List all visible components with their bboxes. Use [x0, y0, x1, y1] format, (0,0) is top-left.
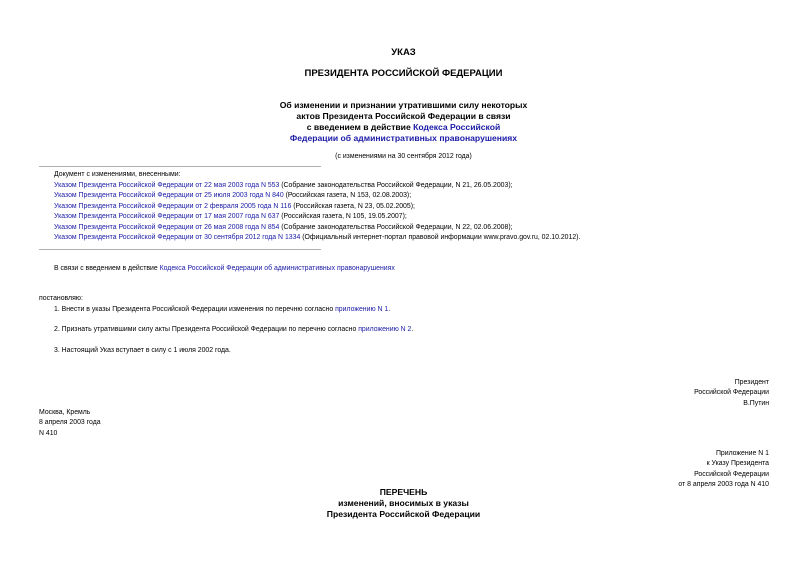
paragraph-1 [54, 305, 390, 315]
appendix-header [678, 449, 769, 491]
date: 8 апреля 2003 года [39, 419, 101, 427]
amendment-link[interactable]: Указом Президента Российской Федерации от 17 мая 2007 года N 637 [54, 213, 280, 221]
paragraph-2 [54, 325, 413, 335]
signature-country: Российской Федерации [694, 389, 769, 397]
code-link-part1[interactable]: Кодекса Российской [413, 122, 501, 132]
appendix-country: Российской Федерации [694, 470, 769, 478]
signature-title: Президент [734, 379, 769, 386]
amendments-intro: Документ с изменениями, внесенными: [54, 171, 181, 178]
subject-heading [0, 100, 807, 144]
number: N 410 [39, 429, 58, 437]
amendment-link[interactable]: Указом Президента Российской Федерации от 26 мая 2008 года N 854 [54, 223, 280, 231]
code-link-part2[interactable]: Федерации об административных правонарушениях [289, 133, 518, 143]
amendment-item [54, 212, 580, 222]
subject-line-3 [0, 122, 807, 133]
changes-note: (с изменениями на 30 сентября 2012 года) [335, 153, 472, 160]
paragraph-2-text: 2. Признать утратившими силу акты Президента Российской Федерации по перечню согласно [54, 326, 359, 333]
document-type-title: УКАЗ [391, 47, 416, 58]
appendix-title-block [0, 487, 807, 520]
appendix-2-link[interactable]: приложению N 2 [358, 326, 412, 333]
amendment-item [54, 233, 580, 243]
preamble [54, 264, 395, 274]
amendment-item [54, 202, 580, 212]
signature-name: В.Путин [743, 399, 769, 407]
amendment-link[interactable]: Указом Президента Российской Федерации от 2 февраля 2005 года N 116 [54, 202, 292, 210]
amendment-source: (Официальный интернет-портал правовой информации www.pravo.gov.ru, 02.10.2012). [300, 234, 581, 242]
amendment-source: (Российская газета, N 153, 02.08.2003); [283, 192, 412, 200]
appendix-date: от 8 апреля 2003 года N 410 [678, 481, 769, 489]
amendment-item [54, 223, 580, 233]
amendment-link[interactable]: Указом Президента Российской Федерации от 25 июля 2003 года N 840 [54, 192, 284, 200]
amendments-list [54, 181, 580, 243]
amendment-link[interactable]: Указом Президента Российской Федерации от 30 сентября 2012 года N 1334 [54, 234, 301, 242]
paragraph-1-text: 1. Внести в указы Президента Российской Федерации изменения по перечню согласно [54, 306, 336, 313]
paragraph-1-end: . [388, 306, 391, 313]
place: Москва, Кремль [39, 409, 91, 416]
divider-top [39, 166, 321, 167]
amendment-source: (Собрание законодательства Российской Федерации, N 21, 26.05.2003); [279, 182, 513, 189]
resolved-word: постановляю: [39, 295, 83, 302]
preamble-text: В связи с введением в действие [54, 265, 160, 272]
appendix-subtitle-2: Президента Российской Федерации [326, 509, 481, 519]
amendment-item [54, 181, 580, 191]
appendix-subtitle-1: изменений, вносимых в указы [338, 498, 469, 508]
appendix-label: Приложение N 1 [715, 450, 769, 457]
subject-line-3-text: с введением в действие [306, 122, 414, 132]
amendment-link[interactable]: Указом Президента Российской Федерации от 22 мая 2003 года N 553 [54, 182, 280, 189]
amendment-source: (Собрание законодательства Российской Федерации, N 22, 02.06.2008); [279, 223, 513, 231]
appendix-1-link[interactable]: приложению N 1 [335, 306, 389, 313]
subject-line-2: актов Президента Российской Федерации в связи [296, 111, 511, 121]
place-date-block [39, 408, 101, 439]
subject-line-1: Об изменении и признании утратившими силу некоторых [279, 100, 528, 110]
amendment-item [54, 191, 580, 201]
paragraph-2-end: . [411, 326, 414, 333]
divider-bottom [39, 249, 321, 250]
signature-block [694, 378, 769, 409]
appendix-ref: к Указу Президента [706, 460, 769, 468]
issuer-title: ПРЕЗИДЕНТА РОССИЙСКОЙ ФЕДЕРАЦИИ [304, 68, 503, 79]
appendix-title: ПЕРЕЧЕНЬ [379, 487, 428, 497]
code-link[interactable]: Кодекса Российской Федерации об административных правонарушениях [159, 265, 395, 272]
paragraph-3: 3. Настоящий Указ вступает в силу с 1 июля 2002 года. [54, 347, 231, 354]
amendment-source: (Российская газета, N 23, 05.02.2005); [291, 202, 415, 210]
amendment-source: (Российская газета, N 105, 19.05.2007); [279, 213, 407, 221]
